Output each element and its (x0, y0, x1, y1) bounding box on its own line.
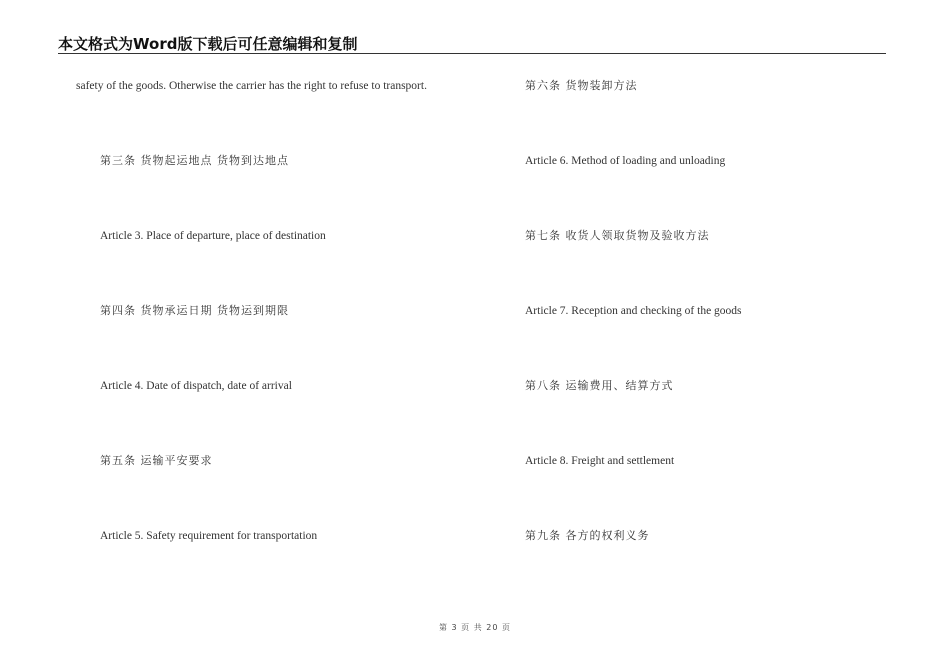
left-line-article3-en: Article 3. Place of departure, place of destination (100, 230, 326, 242)
left-line-article3-zh: 第三条 货物起运地点 货物到达地点 (100, 154, 289, 167)
left-line-article4-zh: 第四条 货物承运日期 货物运到期限 (100, 304, 289, 317)
right-line-article6-zh: 第六条 货物装卸方法 (525, 79, 638, 92)
right-line-article7-zh: 第七条 收货人领取货物及验收方法 (525, 229, 710, 242)
right-line-article9-zh: 第九条 各方的权利义务 (525, 529, 650, 542)
left-line-article4-en: Article 4. Date of dispatch, date of arrival (100, 380, 292, 392)
left-line-article5-zh: 第五条 运输平安要求 (100, 454, 213, 467)
right-line-article6-en: Article 6. Method of loading and unloading (525, 155, 726, 167)
left-line-continuation: safety of the goods. Otherwise the carrier has the right to refuse to transport. (76, 80, 427, 92)
right-line-article8-zh: 第八条 运输费用、结算方式 (525, 379, 674, 392)
right-line-article7-en: Article 7. Reception and checking of the goods (525, 305, 742, 317)
page-number-footer: 第 3 页 共 20 页 (439, 623, 511, 632)
left-line-article5-en: Article 5. Safety requirement for transportation (100, 530, 318, 542)
header-title: 本文格式为Word版下载后可任意编辑和复制 (58, 35, 358, 53)
page-header (58, 31, 886, 54)
right-line-article8-en: Article 8. Freight and settlement (525, 455, 675, 467)
